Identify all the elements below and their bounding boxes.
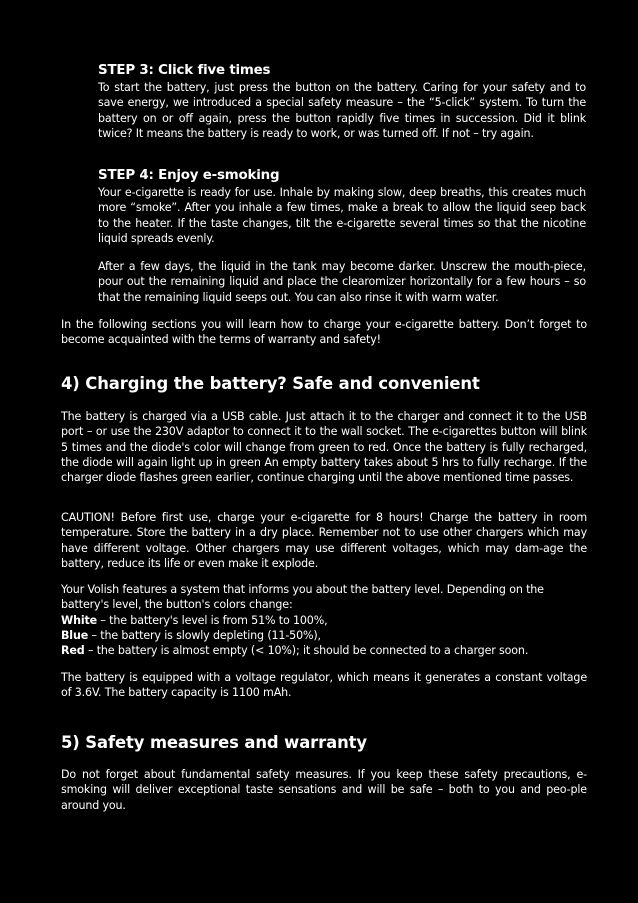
battery-level-intro-2: battery's level, the button's colors change: (61, 598, 293, 612)
section-4-paragraph-1: The battery is charged via a USB cable. Just attach it to the charger and connect it to the USB port – or use the 230V adaptor to connect it to the wall socket. The e-cigarettes button will blink 5 times and the diode's color will change from green to red. Once the battery is fully recharged, the diode will again light up in green An empty battery takes about 5 hrs to fully recharge. If the charger diode flashes green earlier, continue charging until the above mentioned time passes. (61, 410, 587, 485)
level-keyword: Blue (61, 628, 89, 642)
level-text: – the battery is almost empty (< 10%); it should be connected to a charger soon. (84, 644, 529, 658)
intro-paragraph: In the following sections you will learn how to charge your e-cigarette battery. Don’t forget to become acquainted with the terms of warranty and safety! (61, 318, 587, 347)
step4-body-1: Your e-cigarette is ready for use. Inhale by making slow, deep breaths, this creates much more “smoke”. After you inhale a few times, make a break to allow the liquid seep back to the heater. If the taste changes, tilt the e-cigarette several times so that the nicotine liquid spreads evenly. (98, 186, 586, 245)
battery-level-white (61, 613, 587, 628)
level-keyword: White (61, 613, 98, 627)
level-text: – the battery's level is from 51% to 100%, (97, 613, 328, 627)
level-text: – the battery is slowly depleting (11-50%), (88, 628, 321, 642)
section-4-paragraph-4: The battery is equipped with a voltage regulator, which means it generates a constant voltage of 3.6V. The battery capacity is 1100 mAh. (61, 671, 587, 700)
battery-level-intro-1: Your Volish features a system that informs you about the battery level. Depending on the (61, 583, 544, 596)
battery-level-blue (61, 628, 587, 643)
battery-level-list (61, 582, 587, 658)
section-5-title: 5) Safety measures and warranty (61, 733, 367, 752)
level-keyword: Red (61, 644, 85, 658)
section-4-paragraph-2: CAUTION! Before first use, charge your e-cigarette for 8 hours! Charge the battery in room temperature. Store the battery in a dry place. Remember not to use other chargers which may have different voltage. Other chargers may use different voltages, which may dam-age the battery, reduce its life or even make it explode. (61, 511, 587, 570)
section-5-paragraph-1: Do not forget about fundamental safety measures. If you keep these safety precautions, e-smoking will deliver exceptional taste sensations and will be safe – both to you and peo-ple around you. (61, 768, 587, 812)
step4-title: STEP 4: Enjoy e-smoking (98, 168, 280, 183)
step4-body-2: After a few days, the liquid in the tank may become darker. Unscrew the mouth-piece, pour out the remaining liquid and place the clearomizer horizontally for a few hours – so that the remaining liquid seeps out. You can also rinse it with warm water. (98, 260, 586, 304)
step3-body: To start the battery, just press the button on the battery. Caring for your safety and to save energy, we introduced a special safety measure – the “5-click” system. To turn the battery on or off again, press the button rapidly five times in succession. Did it blink twice? It means the battery is ready to work, or was turned off. If not – try again. (98, 81, 586, 140)
section-4-title: 4) Charging the battery? Safe and convenient (61, 374, 480, 393)
battery-level-red (61, 643, 587, 658)
step3-title: STEP 3: Click five times (98, 63, 271, 78)
